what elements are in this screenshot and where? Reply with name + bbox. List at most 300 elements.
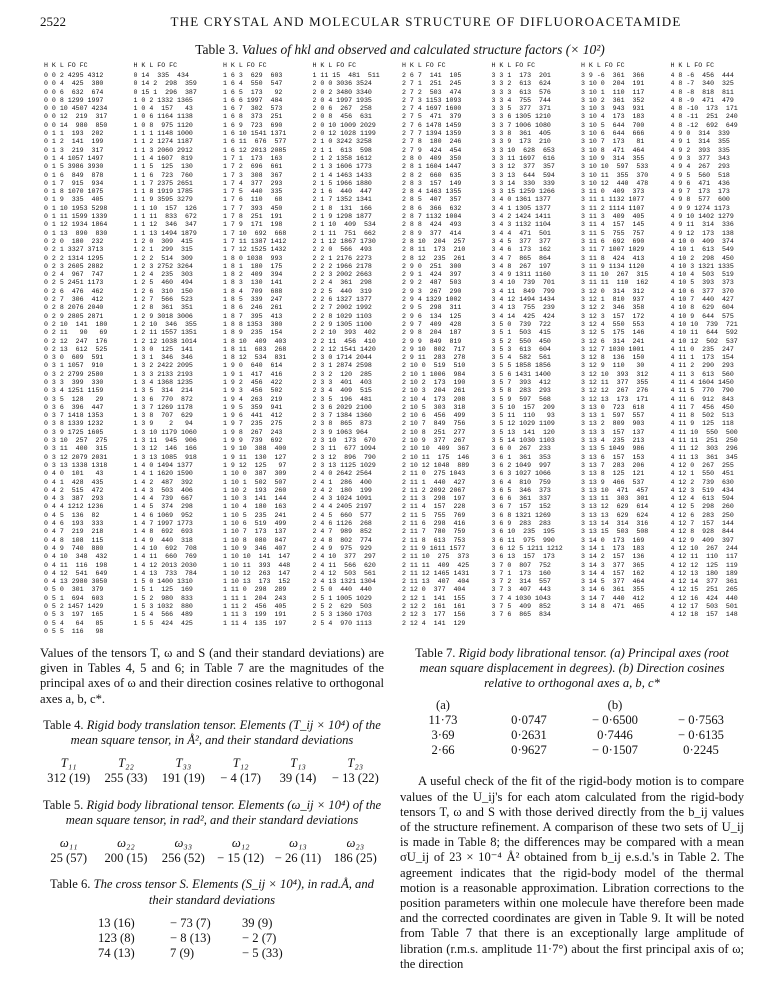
sf-row: 4 12 14 377 361 bbox=[670, 578, 738, 586]
sf-row: 2 10 4 173 208 bbox=[402, 395, 466, 403]
sf-row: 2 10 12 1048 889 bbox=[402, 461, 470, 469]
sf-row: 2 1 1 613 598 bbox=[312, 146, 372, 154]
sf-row: 4 12 1 550 451 bbox=[670, 470, 734, 478]
sf-row: 1 7 11 1387 1412 bbox=[223, 237, 287, 245]
sf-row: 2 8 3 157 149 bbox=[402, 179, 462, 187]
sf-row: 0 5 2 1457 1429 bbox=[44, 603, 104, 610]
sf-row: 0 5 5 116 98 bbox=[44, 627, 104, 635]
sf-row: 3 5 13 141 120 bbox=[491, 428, 555, 436]
sf-row: 1 7 1 173 163 bbox=[223, 154, 283, 162]
sf-row: 3 3 13 644 594 bbox=[491, 171, 555, 179]
sf-row: 0 15 1 296 387 bbox=[133, 88, 197, 96]
table7-cell: − 0·1507 bbox=[592, 743, 638, 758]
sf-row: 1 3 12 146 166 bbox=[133, 445, 197, 453]
sf-row: 4 9 3 377 343 bbox=[670, 154, 730, 162]
running-title: THE CRYSTAL AND MOLECULAR STRUCTURE OF DIFLUOROACETAMIDE bbox=[170, 14, 682, 29]
sf-row: 1 1 1 1148 1000 bbox=[133, 130, 193, 138]
table7-header-a: (a) bbox=[436, 697, 450, 712]
sf-row: 0 1 7 915 934 bbox=[44, 179, 104, 187]
sf-row: 3 6 6 361 337 bbox=[491, 495, 551, 503]
sf-row: 2 4 9 975 929 bbox=[312, 544, 372, 552]
sf-row: 3 14 7 440 412 bbox=[581, 594, 645, 602]
sf-row: 1 4 4 739 667 bbox=[133, 495, 193, 503]
sf-row: 2 1 3 1606 1773 bbox=[312, 163, 372, 171]
sf-row: 3 12 1 810 937 bbox=[581, 296, 645, 304]
sf-row: 4 9 4 267 293 bbox=[670, 163, 730, 171]
sf-row: 2 11 1 440 427 bbox=[402, 478, 466, 486]
sf-row: 0 0 12 219 317 bbox=[44, 113, 108, 121]
sf-row: 0 2 7 306 412 bbox=[44, 296, 104, 304]
sf-row: 2 4 5 660 577 bbox=[312, 511, 372, 519]
sf-row: 1 10 2 193 260 bbox=[223, 486, 287, 494]
sf-row: 4 12 11 110 117 bbox=[670, 553, 738, 561]
sf-row: 4 9 12 173 138 bbox=[670, 229, 734, 237]
table6-row bbox=[98, 916, 318, 931]
sf-row: 1 3 13 1085 918 bbox=[133, 453, 197, 461]
page-number: 2522 bbox=[40, 14, 66, 29]
sf-row: 2 9 9 849 819 bbox=[402, 337, 462, 345]
sf-row: 3 3 3 613 576 bbox=[491, 88, 551, 96]
sf-column-header: H K L FO FC bbox=[223, 62, 267, 69]
sf-row: 0 14 2 298 359 bbox=[133, 80, 197, 88]
sf-row: 0 2 0 180 232 bbox=[44, 237, 104, 245]
sf-row: 0 0 8 1299 1997 bbox=[44, 96, 104, 104]
sf-row: 3 13 15 503 508 bbox=[581, 528, 649, 536]
sf-row: 2 4 10 377 297 bbox=[312, 553, 376, 561]
table4-value: 255 (33) bbox=[104, 771, 148, 786]
sf-row: 3 5 11 110 93 bbox=[491, 412, 555, 420]
sf-row: 3 7 4 1030 1043 bbox=[491, 594, 551, 602]
sf-row: 2 3 10 173 670 bbox=[312, 437, 376, 445]
sf-row: 4 11 10 550 500 bbox=[670, 428, 738, 436]
sf-row: 2 5 3 1360 1703 bbox=[312, 611, 372, 619]
sf-row: 3 13 13 629 624 bbox=[581, 511, 649, 519]
table5-header: ω₂₂ bbox=[117, 836, 135, 851]
sf-row: 3 13 8 125 121 bbox=[581, 470, 645, 478]
sf-row: 2 9 10 802 717 bbox=[402, 345, 466, 353]
sf-row: 2 2 5 440 319 bbox=[312, 287, 372, 295]
sf-row: 2 2 1 2176 2273 bbox=[312, 254, 372, 262]
sf-row: 3 11 1 1132 1077 bbox=[581, 196, 645, 204]
sf-row: 1 1 8 1919 1785 bbox=[133, 188, 193, 196]
sf-row: 4 11 11 251 250 bbox=[670, 437, 738, 445]
sf-row: 2 9 6 134 125 bbox=[402, 312, 462, 320]
sf-row: 1 1 3 2060 2912 bbox=[133, 146, 193, 154]
sf-row: 4 10 1 613 549 bbox=[670, 246, 734, 254]
sf-row: 3 5 12 1029 1109 bbox=[491, 420, 555, 428]
table6-caption-text: The cross tensor S. Elements (S_ij × 10⁴), in rad.Å, and their standard deviations bbox=[93, 877, 374, 907]
sf-row: 2 4 11 566 620 bbox=[312, 561, 376, 569]
sf-row: 0 2 13 612 525 bbox=[44, 345, 108, 353]
table4-header: T₁₃ bbox=[290, 756, 306, 771]
sf-row: 2 3 4 409 515 bbox=[312, 387, 372, 395]
table7-caption-prefix: Table 7. bbox=[415, 646, 456, 660]
sf-row: 2 0 6 267 258 bbox=[312, 105, 372, 113]
table6-cell: 7 (9) bbox=[170, 946, 195, 961]
sf-row: 3 4 2 1424 1411 bbox=[491, 213, 551, 221]
sf-row: 1 7 3 308 367 bbox=[223, 171, 283, 179]
sf-row: 4 8 -12 692 649 bbox=[670, 121, 738, 129]
sf-column bbox=[134, 62, 219, 632]
sf-row: 2 9 7 409 428 bbox=[402, 320, 462, 328]
sf-row: 2 2 4 361 298 bbox=[312, 279, 372, 287]
sf-row: 4 9 9 1274 1173 bbox=[670, 204, 730, 212]
sf-row: 3 14 6 361 355 bbox=[581, 586, 645, 594]
sf-row: 1 0 8 975 1120 bbox=[133, 121, 193, 129]
sf-row: 3 14 3 377 365 bbox=[581, 561, 645, 569]
sf-row: 1 1 11 833 672 bbox=[133, 213, 197, 221]
sf-row: 2 10 1 1006 984 bbox=[402, 370, 466, 378]
sf-row: 1 9 8 267 243 bbox=[223, 428, 283, 436]
sf-row: 2 1 8 131 166 bbox=[312, 204, 372, 212]
sf-row: 3 6 13 157 173 bbox=[491, 553, 555, 561]
sf-row: 2 3 2 120 285 bbox=[312, 370, 372, 378]
sf-row: 3 13 7 283 206 bbox=[581, 461, 645, 469]
sf-row: 4 9 10 1402 1279 bbox=[670, 213, 734, 221]
sf-row: 2 1 12 1867 1730 bbox=[312, 237, 376, 245]
sf-row: 2 12 2 161 161 bbox=[402, 603, 466, 610]
sf-row: 3 14 5 377 464 bbox=[581, 578, 645, 586]
sf-row: 1 4 0 1494 1377 bbox=[133, 461, 193, 469]
table7-row bbox=[400, 728, 744, 743]
table4-value-row bbox=[40, 771, 384, 786]
sf-row: 3 6 8 1321 1269 bbox=[491, 511, 551, 519]
sf-row: 0 2 12 247 176 bbox=[44, 337, 108, 345]
sf-row: 3 3 7 1006 1080 bbox=[491, 121, 551, 129]
sf-row: 1 0 4 157 43 bbox=[133, 105, 193, 113]
sf-row: 2 8 11 173 210 bbox=[402, 246, 466, 254]
sf-row: 3 13 5 1049 986 bbox=[581, 445, 645, 453]
sf-column bbox=[44, 62, 129, 635]
sf-row: 2 10 6 456 499 bbox=[402, 412, 466, 420]
sf-row: 4 12 12 125 119 bbox=[670, 561, 738, 569]
sf-row: 2 11 7 780 759 bbox=[402, 528, 466, 536]
sf-row: 0 4 2 515 472 bbox=[44, 486, 104, 494]
sf-row: 3 12 3 157 172 bbox=[581, 312, 645, 320]
table4-value: − 4 (17) bbox=[220, 771, 261, 786]
sf-row: 4 12 17 503 501 bbox=[670, 603, 738, 610]
sf-row: 1 4 8 692 693 bbox=[133, 528, 193, 536]
sf-row: 0 4 0 101 43 bbox=[44, 470, 104, 478]
sf-row: 4 8 -10 173 171 bbox=[670, 105, 738, 113]
sf-row: 1 11 15 481 511 bbox=[312, 72, 380, 79]
sf-row: 2 3 0 1714 2044 bbox=[312, 354, 372, 362]
sf-row: 4 12 2 739 630 bbox=[670, 478, 734, 486]
table5-value: 200 (15) bbox=[104, 851, 148, 866]
sf-row: 1 5 3 1032 880 bbox=[133, 603, 193, 610]
sf-row: 3 3 4 755 744 bbox=[491, 96, 551, 104]
sf-row: 4 9 0 314 339 bbox=[670, 130, 730, 138]
sf-row: 4 10 12 502 537 bbox=[670, 337, 738, 345]
table7-cell: − 0·6135 bbox=[678, 728, 724, 743]
sf-row: 3 5 1 503 415 bbox=[491, 329, 551, 337]
sf-row: 4 8 -7 340 325 bbox=[670, 80, 734, 88]
sf-row: 1 10 1 502 507 bbox=[223, 478, 287, 486]
sf-row: 3 10 8 471 464 bbox=[581, 146, 645, 154]
sf-row: 2 3 13 1125 1029 bbox=[312, 461, 376, 469]
sf-row: 1 6 12 2013 2085 bbox=[223, 146, 287, 154]
sf-row: 4 11 5 770 790 bbox=[670, 387, 734, 395]
sf-row: 1 11 1 204 243 bbox=[223, 594, 287, 602]
sf-row: 1 9 4 263 219 bbox=[223, 395, 283, 403]
sf-row: 3 3 2 613 624 bbox=[491, 80, 551, 88]
sf-row: 4 12 15 251 265 bbox=[670, 586, 738, 594]
sf-row: 0 0 10 4507 4234 bbox=[44, 105, 108, 113]
sf-row: 2 2 7 2002 1992 bbox=[312, 304, 372, 312]
sf-row: 2 10 5 303 318 bbox=[402, 403, 466, 411]
table4-header: T₁₁ bbox=[60, 756, 77, 771]
sf-row: 4 10 3 1321 1335 bbox=[670, 262, 734, 270]
sf-row: 1 11 0 298 289 bbox=[223, 586, 287, 594]
table7-cell: 0·2631 bbox=[511, 728, 547, 743]
table6-caption-prefix: Table 6. bbox=[50, 877, 91, 892]
sf-row: 2 1 10 409 534 bbox=[312, 221, 376, 229]
sf-row: 0 3 8 1339 1232 bbox=[44, 420, 104, 428]
sf-row: 0 3 10 257 275 bbox=[44, 437, 108, 445]
table7-cell: 0·9627 bbox=[511, 743, 547, 758]
sf-row: 4 12 4 613 594 bbox=[670, 495, 734, 503]
structure-factor-table bbox=[44, 62, 764, 635]
sf-row: 0 3 11 400 315 bbox=[44, 445, 108, 453]
left-column bbox=[40, 646, 384, 961]
sf-row: 3 12 11 377 355 bbox=[581, 378, 649, 386]
sf-row: 1 2 0 309 415 bbox=[133, 237, 193, 245]
sf-row: 3 6 1 361 353 bbox=[491, 453, 551, 461]
sf-row: 3 12 6 314 241 bbox=[581, 337, 645, 345]
sf-row: 2 3 7 1384 1360 bbox=[312, 412, 372, 420]
sf-row: 2 1 11 751 662 bbox=[312, 229, 376, 237]
sf-row: 0 4 10 348 432 bbox=[44, 553, 108, 561]
sf-row: 4 12 3 519 434 bbox=[670, 486, 734, 494]
sf-row: 4 9 5 560 518 bbox=[670, 171, 730, 179]
sf-row: 2 8 4 1463 1355 bbox=[402, 188, 462, 196]
sf-row: 4 10 7 440 427 bbox=[670, 296, 734, 304]
sf-row: 2 4 7 989 852 bbox=[312, 528, 372, 536]
sf-row: 0 4 3 387 293 bbox=[44, 495, 104, 503]
sf-row: 4 11 7 456 450 bbox=[670, 403, 734, 411]
sf-row: 0 2 1 3327 3713 bbox=[44, 246, 104, 254]
sf-row: 3 6 4 810 759 bbox=[491, 478, 551, 486]
sf-row: 3 5 7 393 412 bbox=[491, 378, 551, 386]
sf-row: 2 8 1 1604 1447 bbox=[402, 163, 462, 171]
right-column bbox=[400, 646, 744, 972]
sf-row: 3 6 10 235 195 bbox=[491, 528, 555, 536]
sf-row: 3 10 5 644 700 bbox=[581, 121, 645, 129]
rigid-body-paragraph: A useful check of the fit of the rigid-body motion is to compare values of the U_ij's for each atom calculated from the rigid-body tensors T, ω and S with those derived directly from the b_ij values of the structure refinement. A comparison of these two sets of U_ij is made in Table 8; the differences may be compared with a mean σU_ij of 23 × 10⁻⁴ Å² obtained from b_ij e.s.d.'s in Table 2. The agreement indicates that the rigid-body model of the thermal motion is a reasonable approximation. Libration corrections to the position parameters within one molecule have therefore been made and the corrected coordinates are given in Table 9. It will be noted from Table 7 that there is an exceptionally large amplitude of libration (r.m.s. amplitude 11·7°) about the first principal axis of ω; the direction bbox=[400, 774, 744, 971]
sf-row: 2 10 3 204 261 bbox=[402, 387, 466, 395]
sf-row: 4 12 16 424 440 bbox=[670, 594, 738, 602]
table5-header: ω₁₃ bbox=[289, 836, 307, 851]
sf-row: 0 3 3 399 330 bbox=[44, 378, 104, 386]
sf-row: 1 8 1 180 175 bbox=[223, 262, 283, 270]
sf-row: 3 6 0 267 233 bbox=[491, 445, 551, 453]
sf-row: 4 10 0 409 374 bbox=[670, 237, 734, 245]
sf-row: 0 2 4 967 747 bbox=[44, 271, 104, 279]
table3-caption-text: Values of hkl and observed and calculated structure factors (× 10²) bbox=[241, 42, 605, 57]
sf-column-header: H K L FO FC bbox=[44, 62, 88, 69]
sf-row: 3 10 4 173 183 bbox=[581, 113, 645, 121]
sf-row: 3 14 4 157 162 bbox=[581, 569, 645, 577]
sf-row: 3 13 12 629 614 bbox=[581, 503, 649, 511]
sf-row: 1 10 11 393 448 bbox=[223, 561, 291, 569]
sf-row: 4 12 18 157 148 bbox=[670, 611, 738, 619]
sf-row: 2 12 0 377 404 bbox=[402, 586, 466, 594]
sf-row: 1 9 2 456 422 bbox=[223, 378, 283, 386]
sf-row: 2 4 12 503 561 bbox=[312, 569, 376, 577]
sf-row: 1 9 12 125 97 bbox=[223, 461, 287, 469]
sf-row: 1 4 6 1069 952 bbox=[133, 511, 193, 519]
sf-row: 1 1 5 125 130 bbox=[133, 163, 193, 171]
sf-row: 3 11 0 409 373 bbox=[581, 188, 645, 196]
sf-row: 1 3 5 314 214 bbox=[133, 387, 193, 395]
sf-row: 2 11 2 2092 2067 bbox=[402, 486, 466, 494]
sf-row: 2 10 0 519 510 bbox=[402, 362, 466, 370]
sf-row: 1 4 1 1620 1590 bbox=[133, 470, 193, 478]
sf-row: 1 3 11 945 906 bbox=[133, 437, 197, 445]
sf-row: 2 1 7 1352 1341 bbox=[312, 196, 372, 204]
table4-header: T₁₂ bbox=[232, 756, 249, 771]
sf-row: 1 9 6 441 412 bbox=[223, 412, 283, 420]
table5-caption-text: Rigid body librational tensor. Elements (ω_ij × 10⁴) of the mean square tensor, in rad², and their standard deviations bbox=[65, 797, 382, 827]
sf-row: 1 5 0 1400 1310 bbox=[133, 578, 193, 586]
sf-row: 1 3 7 1269 1178 bbox=[133, 403, 193, 411]
table5-value: − 26 (11) bbox=[274, 851, 322, 866]
sf-row: 1 6 10 1541 1371 bbox=[223, 130, 287, 138]
table6-cell: 123 (8) bbox=[98, 931, 135, 946]
sf-row: 1 2 4 235 303 bbox=[133, 271, 193, 279]
sf-row: 2 7 1 251 245 bbox=[402, 80, 462, 88]
table7-header-b: (b) bbox=[607, 697, 623, 712]
sf-row: 2 6 7 141 105 bbox=[402, 72, 462, 79]
sf-row: 0 4 9 740 880 bbox=[44, 544, 104, 552]
sf-row: 0 4 6 193 333 bbox=[44, 520, 104, 528]
sf-row: 4 9 6 471 436 bbox=[670, 179, 730, 187]
sf-row: 1 9 11 130 127 bbox=[223, 453, 287, 461]
sf-column-header: H K L FO FC bbox=[491, 62, 536, 69]
table4-caption bbox=[40, 718, 384, 748]
sf-row: 1 6 11 676 577 bbox=[223, 138, 287, 146]
table6-cell: − 73 (7) bbox=[170, 915, 211, 930]
sf-row: 3 12 7 1030 1001 bbox=[581, 345, 645, 353]
sf-row: 2 0 8 456 631 bbox=[312, 113, 372, 121]
sf-row: 4 8 -8 818 811 bbox=[670, 88, 734, 96]
sf-column bbox=[671, 62, 756, 632]
sf-row: 1 10 13 173 152 bbox=[223, 578, 291, 586]
sf-row: 2 7 2 503 474 bbox=[402, 88, 462, 96]
sf-row: 3 13 1 597 557 bbox=[581, 412, 645, 420]
sf-row: 4 10 8 629 604 bbox=[670, 304, 734, 312]
sf-row: 3 11 2 1114 1107 bbox=[581, 204, 645, 212]
sf-row: 2 1 2 1358 1612 bbox=[312, 154, 372, 162]
table4-value: 191 (19) bbox=[161, 771, 205, 786]
sf-row: 1 6 6 1997 484 bbox=[223, 96, 283, 104]
sf-row: 0 3 13 1338 1318 bbox=[44, 461, 108, 469]
sf-row: 0 0 14 980 850 bbox=[44, 121, 108, 129]
sf-row: 1 9 5 359 941 bbox=[223, 403, 283, 411]
sf-row: 2 5 1 1005 1029 bbox=[312, 594, 372, 602]
sf-row: 3 4 9 1311 1160 bbox=[491, 271, 551, 279]
sf-row: 1 3 6 770 872 bbox=[133, 395, 193, 403]
sf-row: 1 2 12 1038 1014 bbox=[133, 337, 197, 345]
sf-row: 2 7 5 471 379 bbox=[402, 113, 462, 121]
sf-row: 1 6 3 629 603 bbox=[223, 72, 283, 79]
table5-header: ω₂₃ bbox=[346, 836, 365, 851]
table6-cell: 39 (9) bbox=[242, 915, 273, 930]
sf-row: 1 4 11 660 769 bbox=[133, 553, 197, 561]
sf-row: 1 2 5 460 494 bbox=[133, 279, 193, 287]
table4-caption-prefix: Table 4. bbox=[43, 717, 84, 732]
sf-row: 2 11 0 275 1043 bbox=[402, 470, 466, 478]
sf-row: 0 3 9 1725 1605 bbox=[44, 428, 104, 436]
sf-row: 0 3 12 2079 2031 bbox=[44, 453, 108, 461]
sf-row: 1 5 1 125 169 bbox=[133, 586, 193, 594]
sf-row: 1 2 7 566 523 bbox=[133, 296, 193, 304]
sf-row: 1 8 0 1038 993 bbox=[223, 254, 283, 262]
sf-row: 1 1 4 1607 819 bbox=[133, 154, 193, 162]
sf-row: 2 9 5 298 311 bbox=[402, 304, 462, 312]
sf-row: 0 4 11 116 198 bbox=[44, 561, 108, 569]
sf-row: 3 5 10 157 209 bbox=[491, 403, 555, 411]
sf-row: 2 7 4 1697 1600 bbox=[402, 105, 462, 113]
sf-row: 3 3 10 628 653 bbox=[491, 146, 555, 154]
sf-row: 2 2 0 566 493 bbox=[312, 246, 372, 254]
sf-row: 2 4 4 2405 2197 bbox=[312, 503, 372, 511]
sf-row: 2 3 9 1063 964 bbox=[312, 428, 368, 436]
sf-row: 0 2 2 1314 1295 bbox=[44, 254, 104, 262]
sf-row: 3 14 8 471 465 bbox=[581, 603, 645, 610]
sf-row: 3 5 4 582 561 bbox=[491, 354, 551, 362]
table6-cell: − 8 (13) bbox=[170, 931, 211, 946]
sf-row: 2 10 2 173 190 bbox=[402, 378, 466, 386]
sf-row: 4 8 -11 251 240 bbox=[670, 113, 738, 121]
sf-row: 0 2 11 90 69 bbox=[44, 329, 108, 337]
sf-row: 0 14 335 434 bbox=[133, 72, 189, 79]
sf-row: 3 13 2 809 903 bbox=[581, 420, 645, 428]
sf-row: 0 1 3 219 317 bbox=[44, 146, 104, 154]
sf-row: 3 5 9 597 568 bbox=[491, 395, 551, 403]
sf-row: 0 1 8 1070 1075 bbox=[44, 188, 104, 196]
sf-row: 3 5 14 1030 1103 bbox=[491, 437, 555, 445]
sf-row: 3 6 3 1027 1066 bbox=[491, 470, 551, 478]
sf-row: 4 12 5 298 260 bbox=[670, 503, 734, 511]
sf-row: 3 7 5 409 852 bbox=[491, 603, 551, 610]
sf-row: 3 12 2 346 358 bbox=[581, 304, 645, 312]
table4-value: 312 (19) bbox=[47, 771, 91, 786]
sf-row: 4 11 3 613 560 bbox=[670, 370, 734, 378]
sf-row: 2 9 8 204 187 bbox=[402, 329, 462, 337]
sf-row: 4 10 2 298 450 bbox=[670, 254, 734, 262]
sf-row: 3 4 1 1305 1377 bbox=[491, 204, 551, 212]
sf-row: 0 2 10 141 180 bbox=[44, 320, 108, 328]
table7-cell: 0·0747 bbox=[511, 712, 547, 727]
table7-cell: − 0·7563 bbox=[678, 712, 724, 727]
sf-row: 1 3 0 125 141 bbox=[133, 345, 193, 353]
sf-row: 1 2 8 361 351 bbox=[133, 304, 193, 312]
sf-row: 0 4 7 219 218 bbox=[44, 528, 104, 536]
sf-row: 1 3 4 1368 1235 bbox=[133, 378, 193, 386]
sf-row: 0 1 4 1057 1497 bbox=[44, 154, 104, 162]
sf-row: 3 4 6 173 162 bbox=[491, 246, 551, 254]
sf-row: 1 1 7 2375 2651 bbox=[133, 179, 193, 187]
table3-caption-prefix: Table 3. bbox=[195, 42, 239, 57]
sf-row: 0 4 1 428 435 bbox=[44, 478, 104, 486]
sf-row: 3 6 11 975 990 bbox=[491, 536, 555, 544]
sf-row: 4 12 8 928 844 bbox=[670, 528, 734, 536]
sf-row: 3 6 7 157 152 bbox=[491, 503, 551, 511]
sf-row: 2 8 12 235 261 bbox=[402, 254, 466, 262]
sf-row: 3 3 9 173 210 bbox=[491, 138, 551, 146]
sf-row: 3 3 12 377 357 bbox=[491, 163, 555, 171]
